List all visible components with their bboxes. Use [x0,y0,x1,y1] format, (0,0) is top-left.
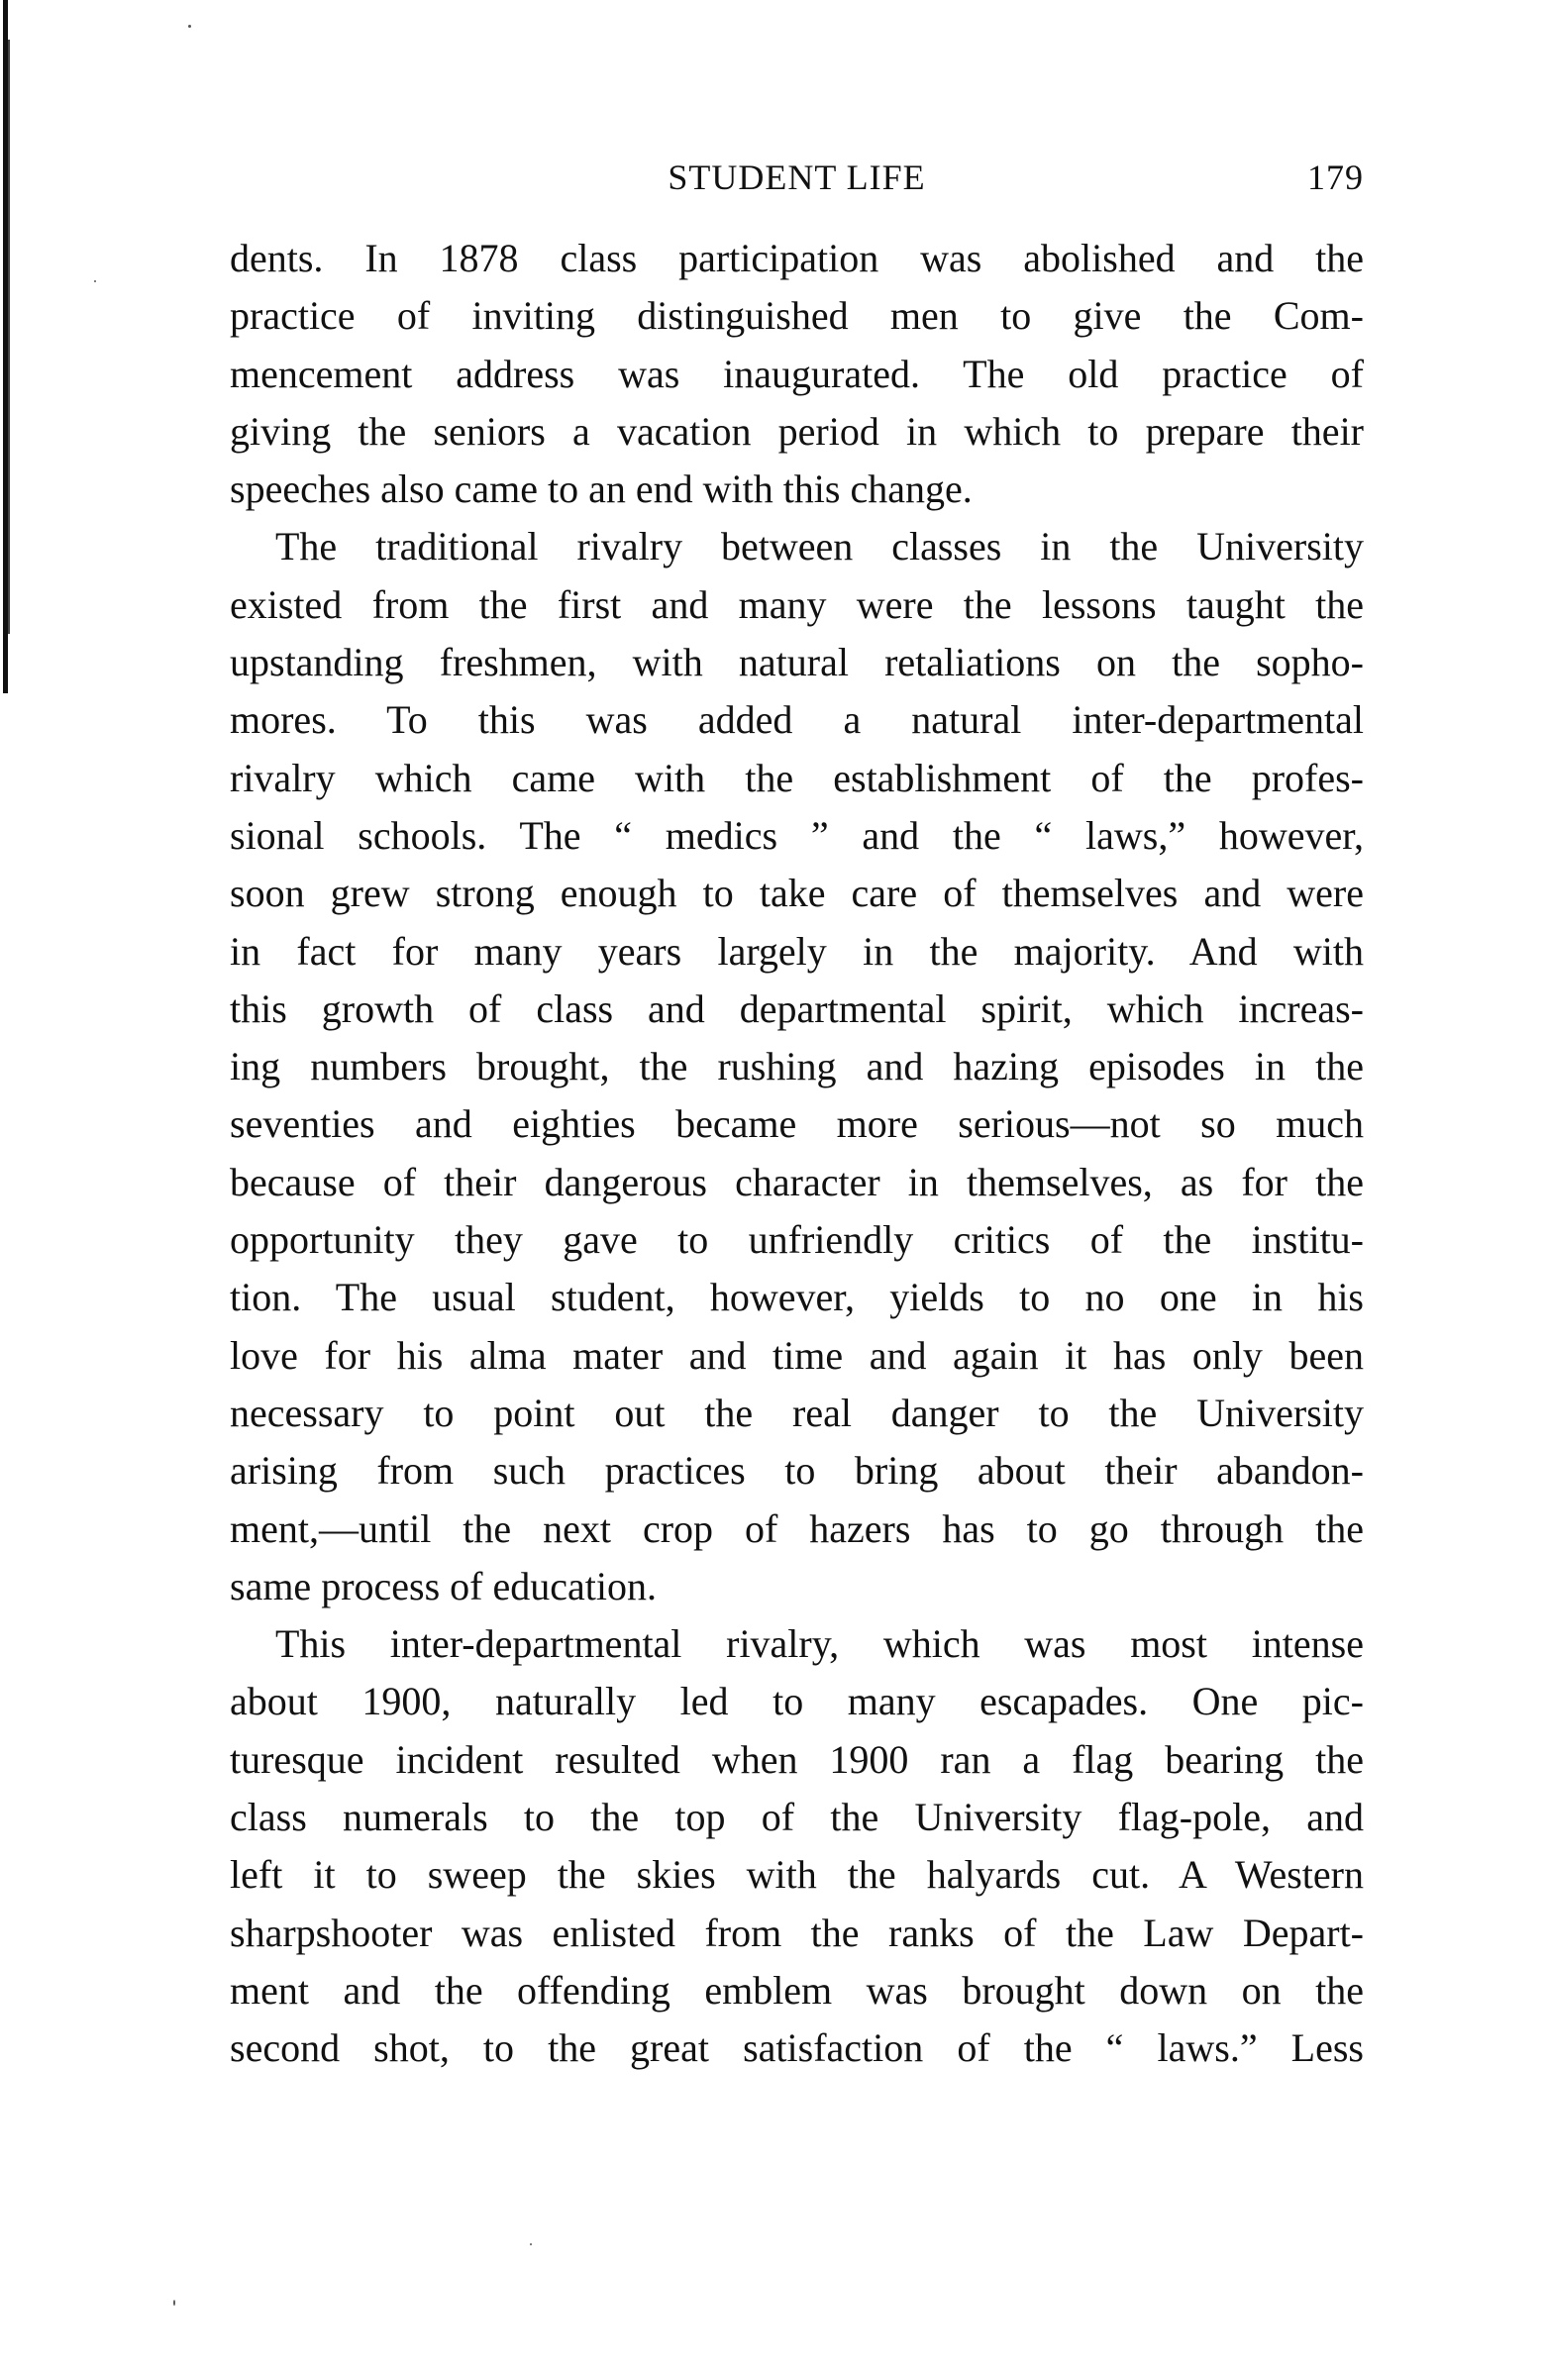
paragraph [230,518,1364,1615]
text-line: mores. To this was added a natural inter-departmental [230,697,1364,743]
text-line: speeches also came to an end with this change. [230,466,973,512]
scan-speck [530,2243,532,2245]
text-line: in fact for many years largely in the majority. And with [230,928,1364,974]
text-line: because of their dangerous character in themselves, as for the [230,1159,1364,1204]
scan-speck [188,25,191,28]
text-line: The traditional rivalry between classes in the University [275,524,1364,569]
text-line: existed from the first and many were the lessons taught the [230,581,1364,627]
running-head [230,156,1364,214]
body-text [230,230,1364,2078]
text-line: seventies and eighties became more serious—not so much [230,1101,1364,1147]
text-line: sional schools. The “ medics ” and the “ laws,” however, [230,812,1364,858]
text-line: turesque incident resulted when 1900 ran a flag bearing the [230,1736,1364,1782]
paragraph [230,1615,1364,2077]
text-line: ing numbers brought, the rushing and hazing episodes in the [230,1044,1364,1089]
text-line: ment and the offending emblem was brought down on the [230,1967,1364,2013]
text-line: second shot, to the great satisfaction of the “ laws.” Less [230,2025,1364,2071]
text-line: about 1900, naturally led to many escapades. One pic- [230,1679,1364,1724]
running-title: STUDENT LIFE [668,157,926,197]
text-line: sharpshooter was enlisted from the ranks of the Law Depart- [230,1910,1364,1955]
text-line: tion. The usual student, however, yields to no one in his [230,1275,1364,1320]
text-line: this growth of class and departmental spirit, which increas- [230,985,1364,1031]
text-line: left it to sweep the skies with the halyards cut. A Western [230,1852,1364,1898]
text-line: This inter-departmental rivalry, which was most intense [275,1621,1364,1667]
text-line: same process of education. [230,1563,657,1608]
text-line: arising from such practices to bring about their abandon- [230,1448,1364,1494]
text-line: class numerals to the top of the University flag-pole, and [230,1795,1364,1840]
scan-speck [173,2300,175,2306]
text-line: ment,—until the next crop of hazers has to go through the [230,1505,1364,1551]
page-edge-shadow-inner [8,40,10,634]
text-line: rivalry which came with the establishment of the profes- [230,755,1364,800]
text-line: opportunity they gave to unfriendly critics of the institu- [230,1217,1364,1263]
text-line: mencement address was inaugurated. The old practice of [230,351,1364,396]
text-line: giving the seniors a vacation period in which to prepare their [230,408,1364,454]
text-line: love for his alma mater and time and again it has only been [230,1332,1364,1378]
text-line: dents. In 1878 class participation was abolished and the [230,236,1364,280]
scan-speck [94,280,96,282]
page-number: 179 [1307,157,1364,197]
paragraph [230,230,1364,518]
text-line: soon grew strong enough to take care of themselves and were [230,871,1364,916]
text-line: upstanding freshmen, with natural retaliations on the sopho- [230,640,1364,685]
text-line: practice of inviting distinguished men to give the Com- [230,293,1364,339]
text-line: necessary to point out the real danger to the University [230,1390,1364,1435]
